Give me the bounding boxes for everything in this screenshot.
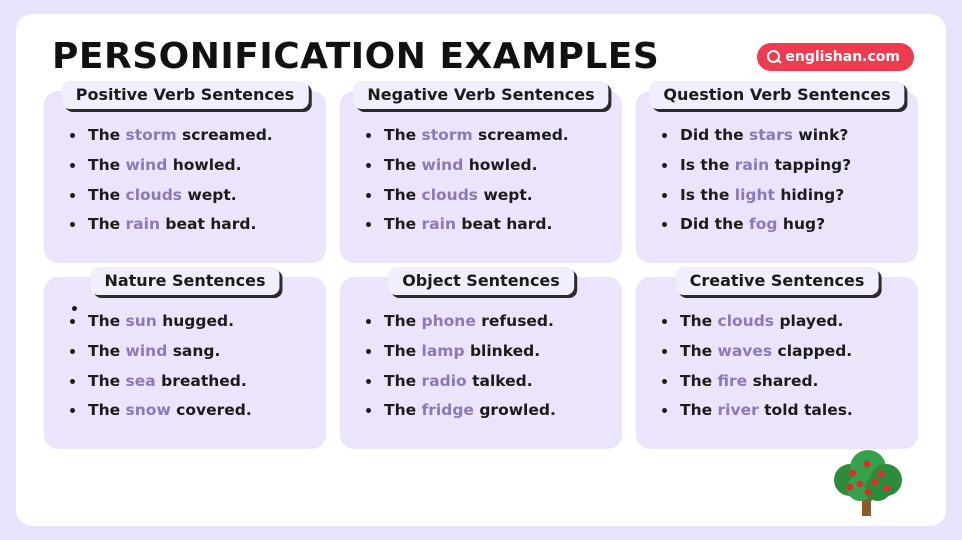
list-item [660,216,904,234]
sentence-subject: stars [749,126,793,144]
sentence-suffix: wept. [478,185,533,204]
sentence-prefix: The [88,401,126,420]
sentence-prefix: The [384,155,422,174]
card-title: Nature Sentences [104,271,266,290]
list-item [68,157,312,175]
sentence-prefix: Is the [680,185,735,204]
list-item [68,343,312,361]
brand-label: englishan.com [785,48,900,65]
sentence-subject: clouds [421,185,479,204]
sentence-subject: storm [125,126,177,144]
sentence-suffix: talked. [466,371,533,390]
list-item [364,187,608,205]
sentence-suffix: beat hard. [159,215,257,234]
sentence-subject: sea [125,371,156,390]
sentence-subject: fire [717,371,748,390]
sentence-subject: wind [421,155,464,174]
sentence-suffix: covered. [170,401,252,420]
sentence-prefix: The [384,185,422,204]
sentence-prefix: Is the [680,155,735,174]
sentence-suffix: wept. [182,185,237,204]
list-item [364,157,608,175]
sentence-prefix: The [680,371,718,390]
card-negative-verb-sentences [340,85,622,263]
list-item [660,373,904,391]
sentence-list [364,313,608,420]
sentence-subject: phone [421,312,476,330]
search-icon [767,50,780,63]
sentence-prefix: The [88,185,126,204]
sentence-suffix: told tales. [758,401,853,420]
sentence-suffix: shared. [747,371,819,390]
sentence-subject: rain [421,215,456,234]
list-item [68,216,312,234]
sentence-subject: clouds [717,312,775,330]
list-item [364,402,608,420]
sentence-prefix: The [88,155,126,174]
list-item [364,216,608,234]
sentence-prefix: The [88,312,126,330]
card-header [388,267,574,295]
sentence-subject: lamp [421,341,465,360]
sentence-suffix: clapped. [772,341,853,360]
card-header [676,267,879,295]
card-object-sentences [340,271,622,449]
sentence-suffix: played. [774,312,844,330]
sentence-suffix: blinked. [464,341,541,360]
sentence-prefix: The [384,126,422,144]
brand-badge[interactable] [757,43,914,71]
sentence-list [68,127,312,234]
list-item [68,313,312,331]
sentence-subject: radio [421,371,467,390]
sentence-subject: storm [421,126,473,144]
list-item [68,127,312,145]
sentence-prefix: The [384,341,422,360]
sentence-suffix: hugged. [156,312,234,330]
sentence-suffix: screamed. [472,126,569,144]
sentence-suffix: hiding? [774,185,845,204]
list-item [660,157,904,175]
sentence-suffix: refused. [475,312,554,330]
sentence-prefix: The [384,401,422,420]
sentence-subject: light [734,185,775,204]
list-item [364,127,608,145]
sentence-list [660,313,904,420]
list-item [660,343,904,361]
card-header [62,81,309,109]
sentence-suffix: growled. [473,401,556,420]
header [44,36,918,77]
sentence-prefix: Did the [680,215,750,234]
card-title: Question Verb Sentences [663,85,891,104]
sentence-suffix: beat hard. [455,215,553,234]
sentence-prefix: The [88,341,126,360]
sentence-list [660,127,904,234]
sentence-prefix: The [88,126,126,144]
sentence-suffix: hug? [777,215,826,234]
sentence-prefix: The [384,371,422,390]
sentence-prefix: The [680,312,718,330]
list-item [364,373,608,391]
list-item [660,127,904,145]
sentence-suffix: sang. [167,341,221,360]
card-header [649,81,904,109]
card-positive-verb-sentences [44,85,326,263]
list-item [68,187,312,205]
empty-bullet [72,306,77,311]
card-header [90,267,279,295]
sentence-subject: rain [734,155,770,174]
sentence-prefix: The [88,371,126,390]
list-item [660,313,904,331]
sentence-prefix: The [384,215,422,234]
sentence-list [68,313,312,420]
sentence-subject: river [717,401,759,420]
sentence-prefix: The [88,215,126,234]
list-item [364,313,608,331]
card-title: Creative Sentences [689,271,865,290]
sentence-subject: fog [749,215,778,234]
sentence-prefix: Did the [680,126,750,144]
cards-grid [44,85,918,449]
list-item [364,343,608,361]
sentence-suffix: screamed. [176,126,273,144]
list-item [68,402,312,420]
card-question-verb-sentences [636,85,918,263]
sentence-prefix: The [384,312,422,330]
list-item [660,402,904,420]
sentence-subject: waves [717,341,773,360]
sentence-prefix: The [680,341,718,360]
apple-tree-icon [820,440,916,518]
card-creative-sentences [636,271,918,449]
sentence-subject: sun [125,312,157,330]
sentence-suffix: howled. [167,155,242,174]
sentence-suffix: breathed. [155,371,247,390]
poster [16,14,946,526]
card-title: Object Sentences [402,271,560,290]
card-title: Negative Verb Sentences [367,85,595,104]
sentence-subject: fridge [421,401,474,420]
sentence-subject: rain [125,215,160,234]
sentence-subject: clouds [125,185,183,204]
sentence-subject: snow [125,401,171,420]
sentence-subject: wind [125,155,168,174]
list-item [660,187,904,205]
sentence-list [364,127,608,234]
sentence-subject: wind [125,341,168,360]
card-header [353,81,608,109]
sentence-prefix: The [680,401,718,420]
sentence-suffix: tapping? [769,155,852,174]
sentence-suffix: wink? [793,126,849,144]
page-title: PERSONIFICATION EXAMPLES [52,36,660,77]
list-item [68,373,312,391]
card-nature-sentences [44,271,326,449]
card-title: Positive Verb Sentences [75,85,295,104]
sentence-suffix: howled. [463,155,538,174]
